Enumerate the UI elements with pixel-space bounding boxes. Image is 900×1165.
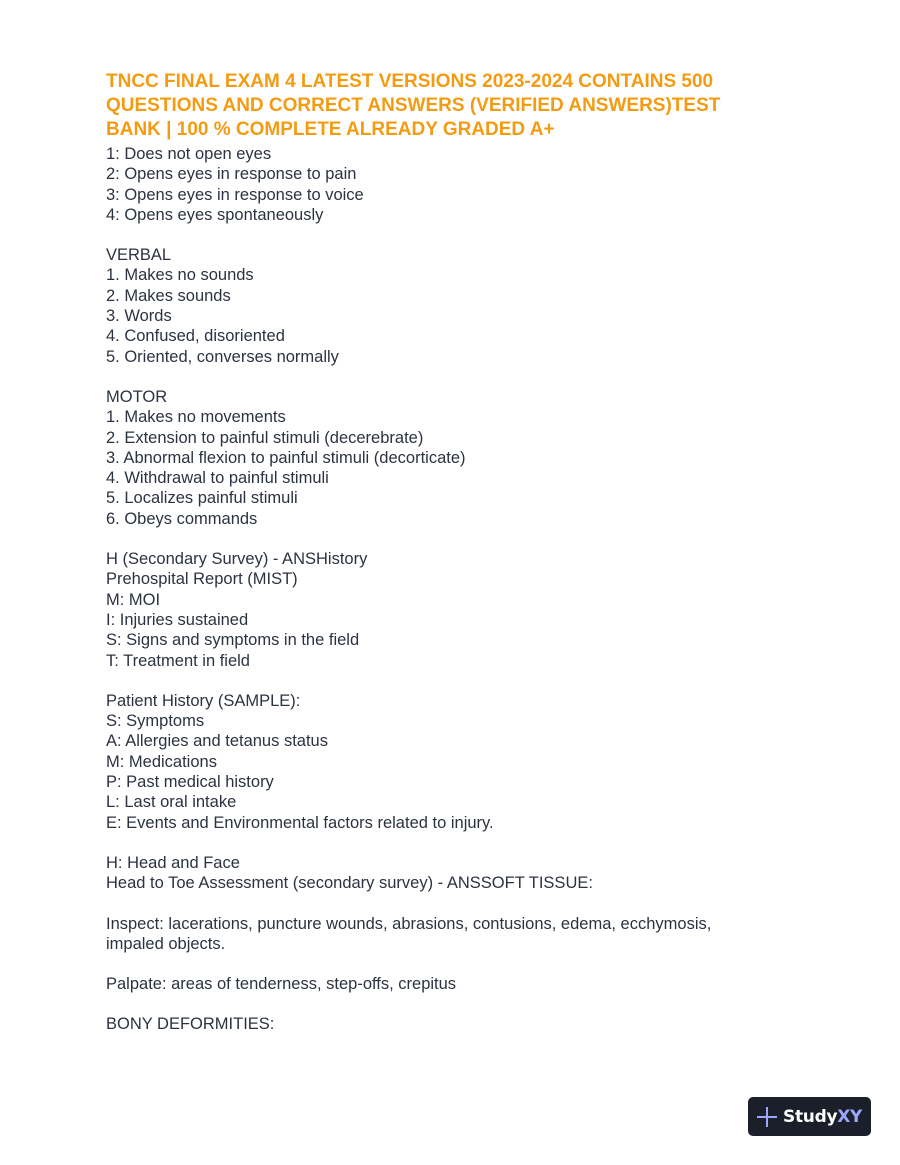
eye-opening-list	[106, 144, 796, 225]
section-heading: BONY DEFORMITIES:	[106, 1015, 275, 1034]
list-item: L: Last oral intake	[106, 793, 237, 812]
paragraph-line: Inspect: lacerations, puncture wounds, abrasions, contusions, edema, ecchymosis,	[106, 914, 712, 933]
list-item: A: Allergies and tetanus status	[106, 732, 328, 751]
list-item: 3. Words	[106, 307, 172, 326]
motor-section	[106, 387, 796, 529]
plus-icon	[757, 1107, 777, 1127]
section-heading: H: Head and Face	[106, 853, 240, 872]
title-line: BANK | 100 % COMPLETE ALREADY GRADED A+	[106, 119, 555, 140]
logo-text-accent: XY	[837, 1106, 863, 1127]
list-item: 5. Localizes painful stimuli	[106, 489, 298, 508]
list-item: M: Medications	[106, 752, 217, 771]
list-item: S: Signs and symptoms in the field	[106, 631, 360, 650]
list-item: 1: Does not open eyes	[106, 145, 272, 163]
section-heading: Patient History (SAMPLE):	[106, 691, 301, 710]
list-item: 1. Makes no sounds	[106, 266, 254, 285]
list-item: 3: Opens eyes in response to voice	[106, 185, 364, 204]
paragraph-line: Palpate: areas of tenderness, step-offs, crepitus	[106, 975, 457, 994]
list-item: 4: Opens eyes spontaneously	[106, 205, 324, 224]
section-subheading: Prehospital Report (MIST)	[106, 570, 298, 589]
list-item: 5. Oriented, converses normally	[106, 347, 339, 366]
verbal-section	[106, 245, 796, 367]
title-line: TNCC FINAL EXAM 4 LATEST VERSIONS 2023-2024 CONTAINS 500	[106, 71, 714, 92]
palpate-paragraph	[106, 974, 796, 994]
section-heading: VERBAL	[106, 246, 172, 265]
list-item: S: Symptoms	[106, 712, 205, 731]
list-item: I: Injuries sustained	[106, 610, 249, 629]
section-heading: H (Secondary Survey) - ANSHistory	[106, 550, 368, 569]
list-item: M: MOI	[106, 590, 161, 609]
sample-section	[106, 691, 796, 833]
head-face-section	[106, 853, 796, 894]
paragraph-line: impaled objects.	[106, 934, 226, 953]
logo-text	[783, 1107, 862, 1127]
list-item: 2. Makes sounds	[106, 286, 231, 305]
list-item: 4. Confused, disoriented	[106, 327, 285, 346]
inspect-paragraph	[106, 914, 796, 955]
title-line: QUESTIONS AND CORRECT ANSWERS (VERIFIED ANSWERS)TEST	[106, 95, 721, 116]
document-title	[106, 70, 796, 142]
section-subheading: Head to Toe Assessment (secondary survey) - ANSSOFT TISSUE:	[106, 874, 593, 893]
list-item: 4. Withdrawal to painful stimuli	[106, 469, 329, 488]
list-item: P: Past medical history	[106, 773, 274, 792]
logo-text-main: Study	[783, 1106, 838, 1127]
list-item: 2: Opens eyes in response to pain	[106, 165, 357, 184]
list-item: 6. Obeys commands	[106, 509, 258, 528]
list-item: E: Events and Environmental factors related to injury.	[106, 813, 494, 832]
list-item: 3. Abnormal flexion to painful stimuli (decorticate)	[106, 448, 466, 467]
section-heading: MOTOR	[106, 387, 168, 406]
document-page	[106, 70, 796, 1055]
list-item: 2. Extension to painful stimuli (decerebrate)	[106, 428, 424, 447]
bony-deformities-heading	[106, 1014, 796, 1034]
list-item: T: Treatment in field	[106, 651, 250, 670]
list-item: 1. Makes no movements	[106, 408, 286, 427]
mist-section	[106, 549, 796, 671]
studyxy-logo[interactable]	[748, 1097, 871, 1136]
